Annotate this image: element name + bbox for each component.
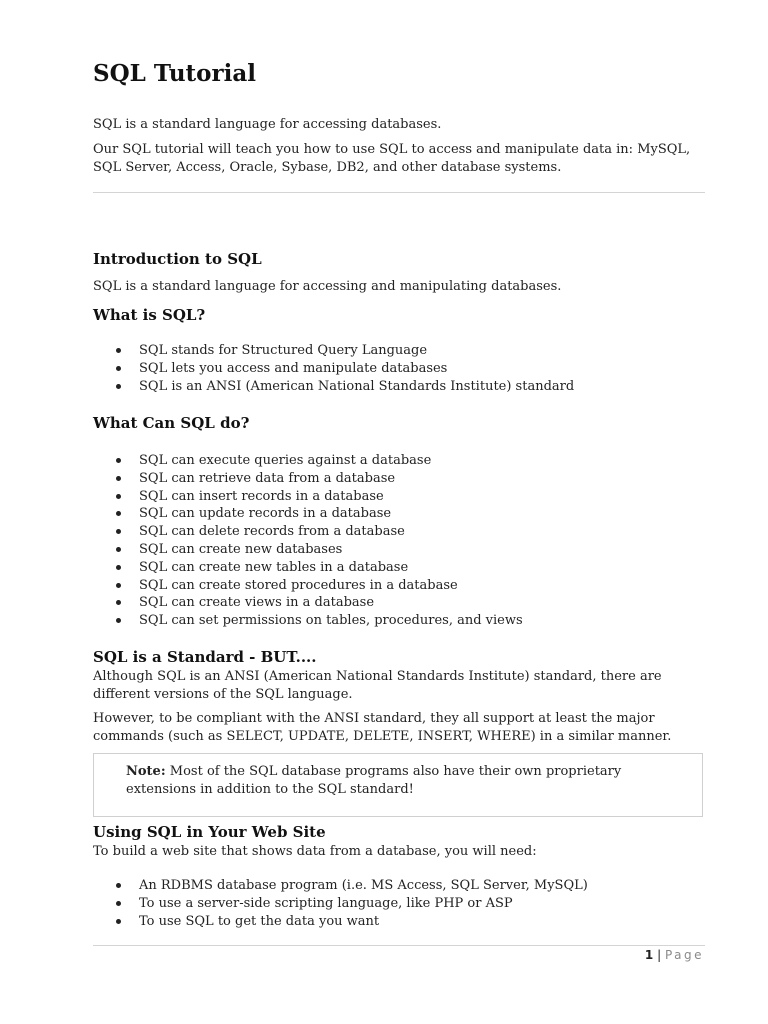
heading-sql-web-site: Using SQL in Your Web Site bbox=[93, 823, 326, 841]
website-list bbox=[93, 877, 588, 930]
list-item: SQL can create new databases bbox=[93, 541, 523, 559]
note-box bbox=[93, 753, 703, 817]
page-footer bbox=[645, 948, 704, 962]
list-item: SQL can set permissions on tables, procedures, and views bbox=[93, 612, 523, 630]
list-item: SQL can delete records from a database bbox=[93, 523, 523, 541]
heading-sql-standard: SQL is a Standard - BUT.... bbox=[93, 648, 317, 666]
what-can-sql-do-list bbox=[93, 452, 523, 630]
footer-divider bbox=[93, 945, 705, 946]
page-number: 1 bbox=[644, 948, 654, 962]
list-item: SQL is an ANSI (American National Standards Institute) standard bbox=[93, 378, 574, 396]
list-item: To use SQL to get the data you want bbox=[93, 913, 588, 931]
what-is-sql-list bbox=[93, 342, 574, 395]
list-item: SQL can execute queries against a database bbox=[93, 452, 523, 470]
list-item: To use a server-side scripting language, like PHP or ASP bbox=[93, 895, 588, 913]
note-body: Most of the SQL database programs also have their own proprietary extensions in addition to the SQL standard! bbox=[126, 764, 622, 797]
list-item: SQL can update records in a database bbox=[93, 505, 523, 523]
intro-paragraph-1: SQL is a standard language for accessing databases. bbox=[93, 117, 442, 132]
heading-what-can-sql-do: What Can SQL do? bbox=[93, 414, 250, 432]
standard-paragraph-2: However, to be compliant with the ANSI standard, they all support at least the major commands (such as SELECT, UPDATE, DELETE, INSERT, WHERE) in a similar manner. bbox=[93, 711, 672, 744]
standard-paragraph-1: Although SQL is an ANSI (American National Standards Institute) standard, there are different versions of the SQL language. bbox=[93, 669, 662, 702]
list-item: SQL can insert records in a database bbox=[93, 488, 523, 506]
website-text: To build a web site that shows data from a database, you will need: bbox=[93, 844, 537, 859]
section-divider bbox=[93, 192, 705, 193]
introduction-text: SQL is a standard language for accessing and manipulating databases. bbox=[93, 279, 562, 294]
list-item: An RDBMS database program (i.e. MS Access, SQL Server, MySQL) bbox=[93, 877, 588, 895]
list-item: SQL can create views in a database bbox=[93, 594, 523, 612]
page-label: Page bbox=[664, 948, 704, 962]
list-item: SQL lets you access and manipulate databases bbox=[93, 360, 574, 378]
note-label: Note: bbox=[126, 764, 166, 779]
list-item: SQL stands for Structured Query Language bbox=[93, 342, 574, 360]
list-item: SQL can create stored procedures in a database bbox=[93, 577, 523, 595]
footer-separator: | bbox=[653, 948, 665, 962]
note-text bbox=[126, 763, 686, 799]
intro-paragraph-2: Our SQL tutorial will teach you how to use SQL to access and manipulate data in: MySQL, SQL Server, Access, Oracle, Sybase, DB2, and other database systems. bbox=[93, 142, 691, 175]
list-item: SQL can retrieve data from a database bbox=[93, 470, 523, 488]
list-item: SQL can create new tables in a database bbox=[93, 559, 523, 577]
heading-introduction: Introduction to SQL bbox=[93, 250, 262, 268]
heading-what-is-sql: What is SQL? bbox=[93, 306, 206, 324]
page-title: SQL Tutorial bbox=[93, 60, 257, 87]
